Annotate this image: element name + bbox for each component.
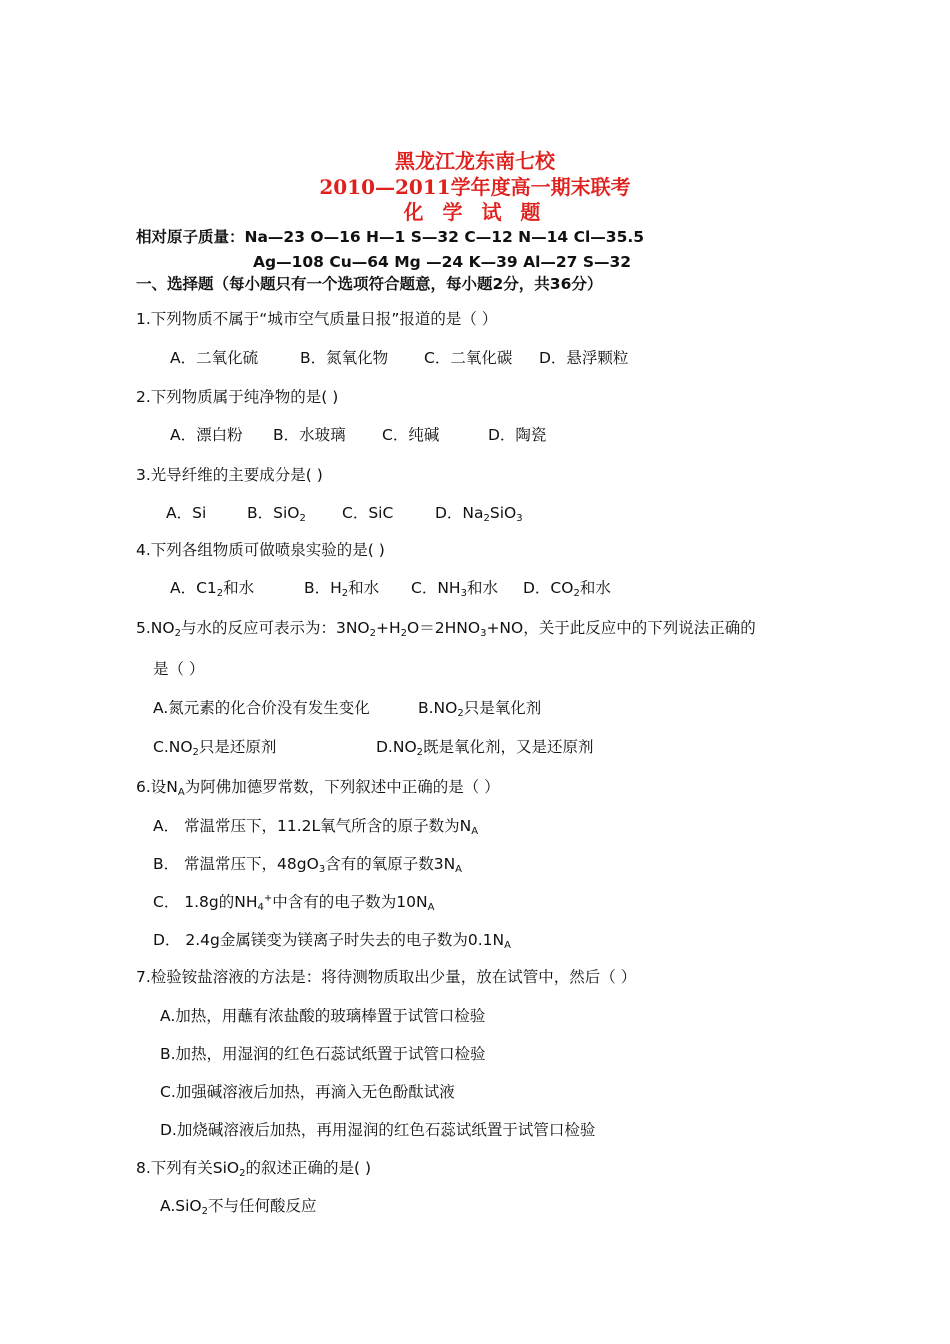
question-3-option-b: B．SiO$_2$ (247, 504, 306, 524)
question-2-option-d: D．陶瓷 (488, 426, 547, 444)
question-5-option-a: A.氮元素的化合价没有发生变化 (153, 699, 370, 717)
question-3-option-a: A．Si (166, 504, 207, 522)
question-8-stem: 8.下列有关SiO$_2$的叙述正确的是( ) (136, 1159, 372, 1179)
question-4-option-c: C．$NH_3$和水 (411, 579, 498, 599)
question-6-stem: 6.设$N_A$为阿佛加德罗常数，下列叙述中正确的是（ ） (136, 778, 500, 798)
question-5-option-b: $B.NO_2$只是氧化剂 (418, 699, 542, 719)
subject-title: 化 学 试 题 (403, 200, 547, 224)
question-7-option-b: B.加热，用湿润的红色石蕊试纸置于试管口检验 (160, 1045, 486, 1063)
atomic-mass-line1: 相对原子质量：Na—23 O—16 H—1 S—32 C—12 N—14 Cl—35.5 (136, 228, 645, 246)
question-2-option-c: C．纯碱 (382, 426, 440, 444)
question-1-option-b: B．氮氧化物 (300, 349, 389, 367)
atomic-mass-line2: Ag—108 Cu—64 Mg —24 K—39 Al—27 S—32 (253, 253, 632, 271)
section-heading: 一、选择题（每小题只有一个选项符合题意，每小题2分，共36分） (136, 275, 603, 293)
question-6-option-d: D． 2.4g金属镁变为镁离子时失去的电子数为$0.1N_A$ (153, 931, 511, 951)
question-6-option-a: A． 常温常压下，11.2L氧气所含的原子数为$N_A$ (153, 817, 479, 837)
question-1-option-c: C．二氧化碳 (424, 349, 513, 367)
question-5-option-c: $C.NO_2$只是还原剂 (153, 738, 277, 758)
question-5-option-d: $D.NO_2$既是氧化剂，又是还原剂 (376, 738, 594, 758)
question-1-option-a: A．二氧化硫 (170, 349, 259, 367)
question-4-stem: 4.下列各组物质可做喷泉实验的是( ) (136, 541, 385, 559)
question-2-stem: 2.下列物质属于纯净物的是( ) (136, 388, 339, 406)
question-1-stem: 1.下列物质不属于“城市空气质量日报”报道的是（ ） (136, 310, 498, 328)
school-title: 黑龙江龙东南七校 (395, 149, 555, 173)
question-2-option-a: A．漂白粉 (170, 426, 243, 444)
question-3-stem: 3.光导纤维的主要成分是( ) (136, 466, 323, 484)
question-3-option-c: C．SiC (342, 504, 394, 522)
question-7-option-a: A.加热，用蘸有浓盐酸的玻璃棒置于试管口检验 (160, 1007, 486, 1025)
question-4-option-d: D．$CO_2$和水 (523, 579, 611, 599)
exam-title: 2010—2011学年度高一期末联考 (319, 175, 631, 199)
question-1-option-d: D．悬浮颗粒 (539, 349, 629, 367)
question-4-option-a: A．$C1_2$和水 (170, 579, 255, 599)
question-4-option-b: B．$H_2$和水 (304, 579, 380, 599)
question-2-option-b: B．水玻璃 (273, 426, 346, 444)
question-3-option-d: D．$Na_2SiO_3$ (435, 504, 523, 524)
question-7-option-c: C.加强碱溶液后加热，再滴入无色酚酞试液 (160, 1083, 455, 1101)
question-6-option-c: C． 1.8g的$NH_4^+$中含有的电子数为$10N_A$ (153, 893, 435, 913)
question-5-stem: $5.NO_2$与水的反应可表示为：$3NO_2+H_2O=2HNO_3+NO$，关于此反应中的下列说法正确的 (136, 619, 756, 639)
question-7-option-d: D.加烧碱溶液后加热，再用湿润的红色石蕊试纸置于试管口检验 (160, 1121, 596, 1139)
question-7-stem: 7.检验铵盐溶液的方法是：将待测物质取出少量，放在试管中，然后（ ） (136, 968, 637, 986)
question-6-option-b: B． 常温常压下，$48gO_3$含有的氧原子数$3N_A$ (153, 855, 463, 875)
question-8-option-a: A.SiO$_2$不与任何酸反应 (160, 1197, 317, 1217)
question-5-stem-cont: 是（ ） (153, 660, 205, 678)
